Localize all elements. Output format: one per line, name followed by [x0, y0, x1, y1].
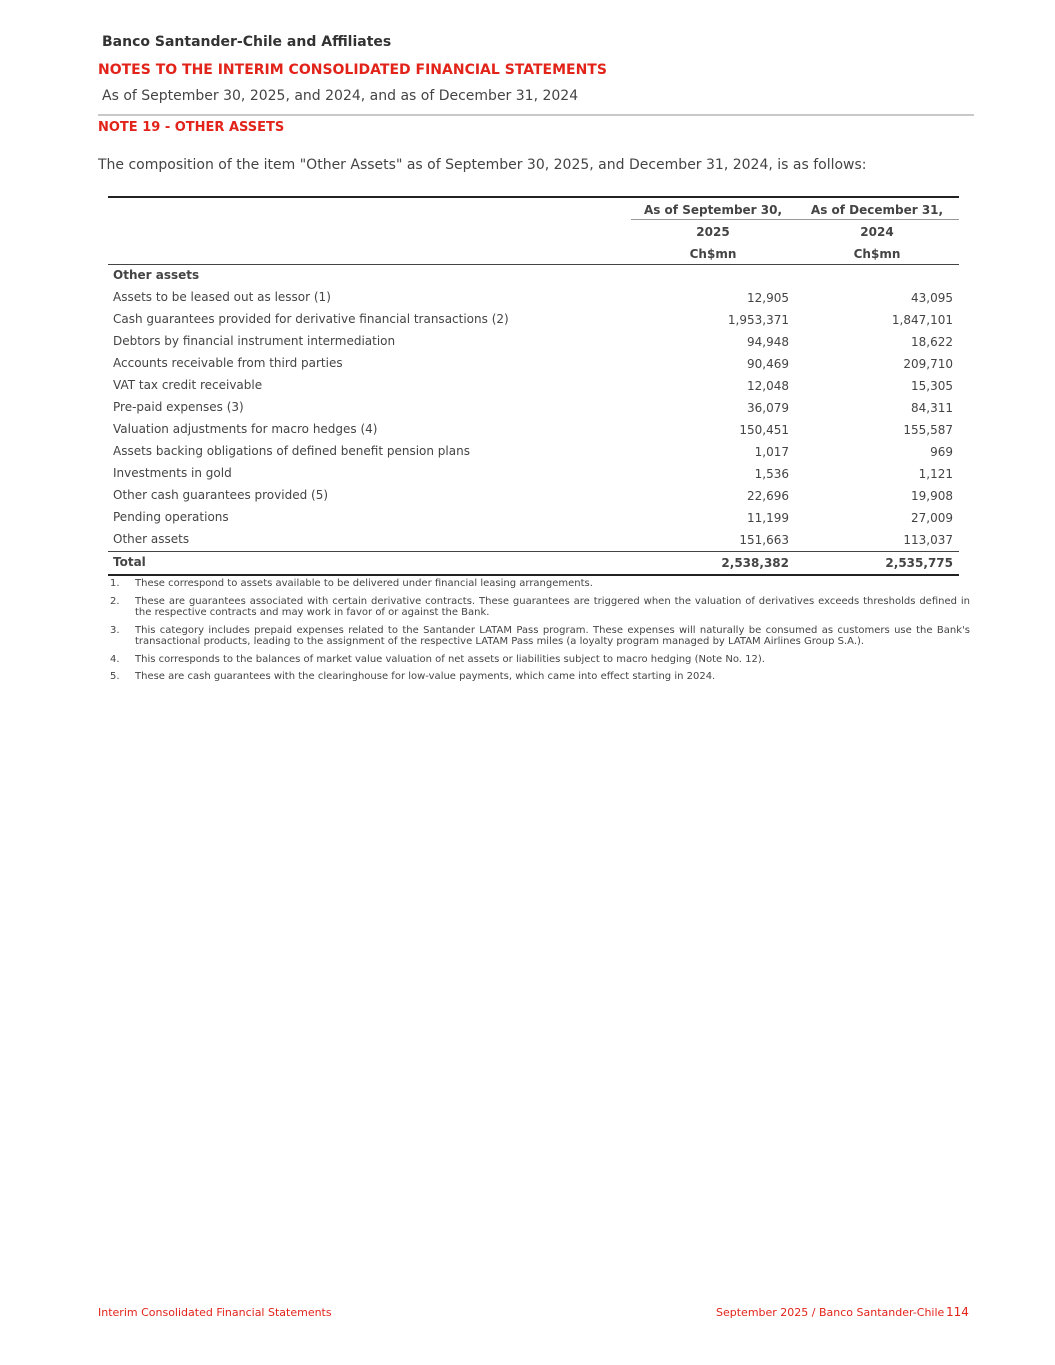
row-value-2025: 1,017: [754, 445, 789, 459]
footnote: [110, 654, 970, 666]
row-value-2025: 150,451: [739, 423, 789, 437]
table-body: [108, 287, 959, 551]
footnote-text: This category includes prepaid expenses related to the Santander LATAM Pass program. These expenses will naturally be consumed as customers use the Bank's transactional products, leading to the assignment of the respective LATAM Pass miles (a loyalty program managed by LATAM Airlines Group S.A.).: [135, 624, 970, 647]
footnote-text: These correspond to assets available to be delivered under financial leasing arrangements.: [135, 578, 593, 589]
section-row: [108, 265, 959, 287]
total-value-2025: 2,538,382: [721, 556, 789, 570]
row-value-2024: 27,009: [911, 511, 953, 525]
footnote-text: This corresponds to the balances of market value valuation of net assets or liabilities subject to macro hedging (Note No. 12).: [135, 653, 765, 665]
row-value-2025: 1,953,371: [727, 313, 789, 327]
row-value-2025: 22,696: [747, 489, 789, 503]
table-row: [108, 397, 959, 419]
row-label: Pending operations: [113, 510, 229, 524]
total-label: Total: [113, 555, 146, 569]
footnote-number: 4.: [110, 653, 120, 665]
table-row: [108, 353, 959, 375]
footnote-number: 5.: [110, 671, 120, 682]
table-row: [108, 375, 959, 397]
col2-year: 2024: [860, 225, 894, 239]
header-rule: [631, 219, 959, 220]
row-value-2024: 18,622: [911, 335, 953, 349]
col1-unit: Ch$mn: [689, 247, 737, 261]
col2-period: As of December 31,: [810, 203, 944, 217]
row-label: Investments in gold: [113, 466, 232, 480]
footnote: [110, 578, 970, 590]
footnote-text: These are guarantees associated with certain derivative contracts. These guarantees are triggered when the valuation of derivatives exceeds thresholds defined in the respective contracts and may work in favor of or against the Bank.: [135, 595, 970, 618]
row-label: Other assets: [113, 532, 190, 546]
row-label: VAT tax credit receivable: [113, 378, 263, 392]
row-value-2024: 1,847,101: [891, 313, 953, 327]
footnote-number: 1.: [110, 578, 120, 589]
footer-right: September 2025 / Banco Santander-Chile: [716, 1306, 945, 1319]
row-value-2025: 12,048: [747, 379, 789, 393]
footer-left: Interim Consolidated Financial Statements: [98, 1306, 332, 1319]
row-label: Other cash guarantees provided (5): [113, 488, 329, 502]
row-value-2025: 36,079: [747, 401, 789, 415]
row-label: Accounts receivable from third parties: [113, 356, 343, 370]
company-name: Banco Santander-Chile and Affiliates: [102, 34, 392, 50]
table-row: [108, 485, 959, 507]
table-header: [108, 198, 959, 265]
table-row: [108, 419, 959, 441]
footnote-number: 3.: [110, 624, 120, 636]
table-row: [108, 441, 959, 463]
row-label: Debtors by financial instrument intermediation: [113, 334, 396, 348]
table-row: [108, 463, 959, 485]
notes-title: NOTES TO THE INTERIM CONSOLIDATED FINANCIAL STATEMENTS: [98, 62, 607, 78]
row-label: Assets backing obligations of defined benefit pension plans: [113, 444, 470, 458]
section-label: Other assets: [113, 268, 200, 282]
row-value-2025: 90,469: [747, 357, 789, 371]
other-assets-table: [108, 196, 959, 576]
footnote-number: 2.: [110, 595, 120, 607]
note-title: NOTE 19 - OTHER ASSETS: [98, 120, 285, 135]
row-label: Pre-paid expenses (3): [113, 400, 244, 414]
row-value-2024: 209,710: [903, 357, 953, 371]
col1-period: As of September 30,: [643, 203, 783, 217]
col2-unit: Ch$mn: [853, 247, 901, 261]
row-value-2025: 11,199: [747, 511, 789, 525]
row-value-2024: 155,587: [903, 423, 953, 437]
row-value-2024: 84,311: [911, 401, 953, 415]
footnotes: [110, 578, 970, 689]
total-row: [108, 551, 959, 576]
header-divider: [98, 114, 974, 116]
row-value-2024: 19,908: [911, 489, 953, 503]
as-of-date: As of September 30, 2025, and 2024, and as of December 31, 2024: [102, 88, 579, 104]
col1-year: 2025: [696, 225, 730, 239]
row-value-2024: 113,037: [903, 533, 953, 547]
row-value-2024: 43,095: [911, 291, 953, 305]
footnote: [110, 671, 970, 683]
row-label: Assets to be leased out as lessor (1): [113, 290, 331, 304]
table-row: [108, 507, 959, 529]
table-row: [108, 529, 959, 551]
footnote: [110, 625, 970, 648]
table-row: [108, 309, 959, 331]
total-value-2024: 2,535,775: [885, 556, 953, 570]
row-label: Cash guarantees provided for derivative financial transactions (2): [113, 312, 509, 326]
row-value-2024: 969: [930, 445, 953, 459]
row-value-2025: 94,948: [747, 335, 789, 349]
table-row: [108, 287, 959, 309]
row-value-2024: 15,305: [911, 379, 953, 393]
row-label: Valuation adjustments for macro hedges (4): [113, 422, 378, 436]
table-row: [108, 331, 959, 353]
footnote-text: These are cash guarantees with the clearinghouse for low-value payments, which came into effect starting in 2024.: [135, 671, 716, 682]
footnote: [110, 596, 970, 619]
page-number: 114: [946, 1305, 969, 1319]
row-value-2025: 12,905: [747, 291, 789, 305]
row-value-2024: 1,121: [918, 467, 953, 481]
intro-text: The composition of the item "Other Assets" as of September 30, 2025, and December 31, 2024, is as follows:: [98, 157, 867, 173]
row-value-2025: 151,663: [739, 533, 789, 547]
row-value-2025: 1,536: [754, 467, 789, 481]
